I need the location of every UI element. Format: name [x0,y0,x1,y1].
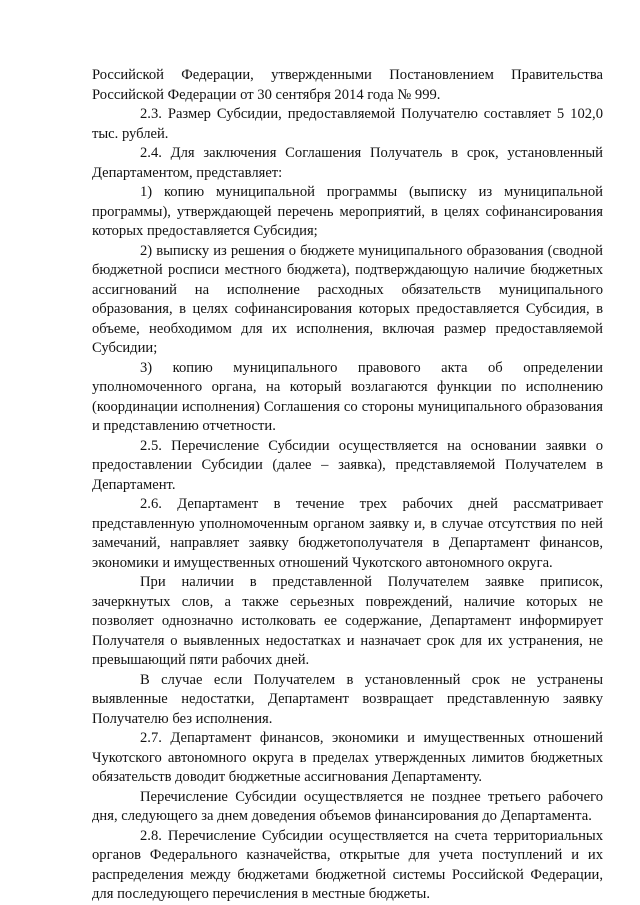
paragraph-2-6-remarks: При наличии в представленной Получателем заявке приписок, зачеркнутых слов, а также серьезных повреждений, наличие которых не позволяет однозначно истолковать ее содержание, Департамент информирует Получателя о выявленных недостатках и назначает срок для их устранения, не превышающий пяти рабочих дней. [92,574,603,668]
paragraph-2-5: 2.5. Перечисление Субсидии осуществляется на основании заявки о предоставлении Субсидии (далее – заявка), представляемой Получателем в Департамент. [92,437,603,493]
paragraph-2-6-return: В случае если Получателем в установленный срок не устранены выявленные недостатки, Департамент возвращает представленную заявку Получателю без исполнения. [92,671,603,727]
paragraph-continuation: Российской Федерации, утвержденными Постановлением Правительства Российской Федерации от 30 сентября 2014 года № 999. [92,67,603,103]
list-item-3: 3) копию муниципального правового акта об определении уполномоченного органа, на который возлагаются функции по исполнению (координации исполнения) Соглашения со стороны муниципального образования и представлению отчетности. [92,359,603,434]
list-item-2: 2) выписку из решения о бюджете муниципального образования (сводной бюджетной росписи местного бюджета), подтверждающую наличие бюджетных ассигнований на исполнение расходных обязательств муниципального образования, в целях софинансирования которых предоставляется Субсидия, в объеме, необходимом для их исполнения, включая размер предоставляемой Субсидии; [92,242,603,356]
paragraph-2-4: 2.4. Для заключения Соглашения Получатель в срок, установленный Департаментом, представляет: [92,145,603,181]
document-page [92,66,603,905]
paragraph-2-3: 2.3. Размер Субсидии, предоставляемой Получателю составляет 5 102,0 тыс. рублей. [92,106,603,142]
list-item-1: 1) копию муниципальной программы (выписку из муниципальной программы), утверждающей перечень мероприятий, в целях софинансирования которых предоставляется Субсидия; [92,184,603,239]
paragraph-2-7: 2.7. Департамент финансов, экономики и имущественных отношений Чукотского автономного округа в пределах утвержденных лимитов бюджетных обязательств доводит бюджетные ассигнования Департаменту. [92,730,603,785]
paragraph-2-7-transfer: Перечисление Субсидии осуществляется не позднее третьего рабочего дня, следующего за днем доведения объемов финансирования до Департамента. [92,788,603,824]
paragraph-2-6: 2.6. Департамент в течение трех рабочих дней рассматривает представленную уполномоченным органом заявку и, в случае отсутствия по ней замечаний, направляет заявку бюджетополучателя в Департамент финансов, экономики и имущественных отношений Чукотского автономного округа. [92,496,603,571]
paragraph-2-8: 2.8. Перечисление Субсидии осуществляется на счета территориальных органов Федерального казначейства, открытые для учета поступлений и их распределения между бюджетами бюджетной системы Российской Федерации, для последующего перечисления в местные бюджеты. [92,827,603,902]
